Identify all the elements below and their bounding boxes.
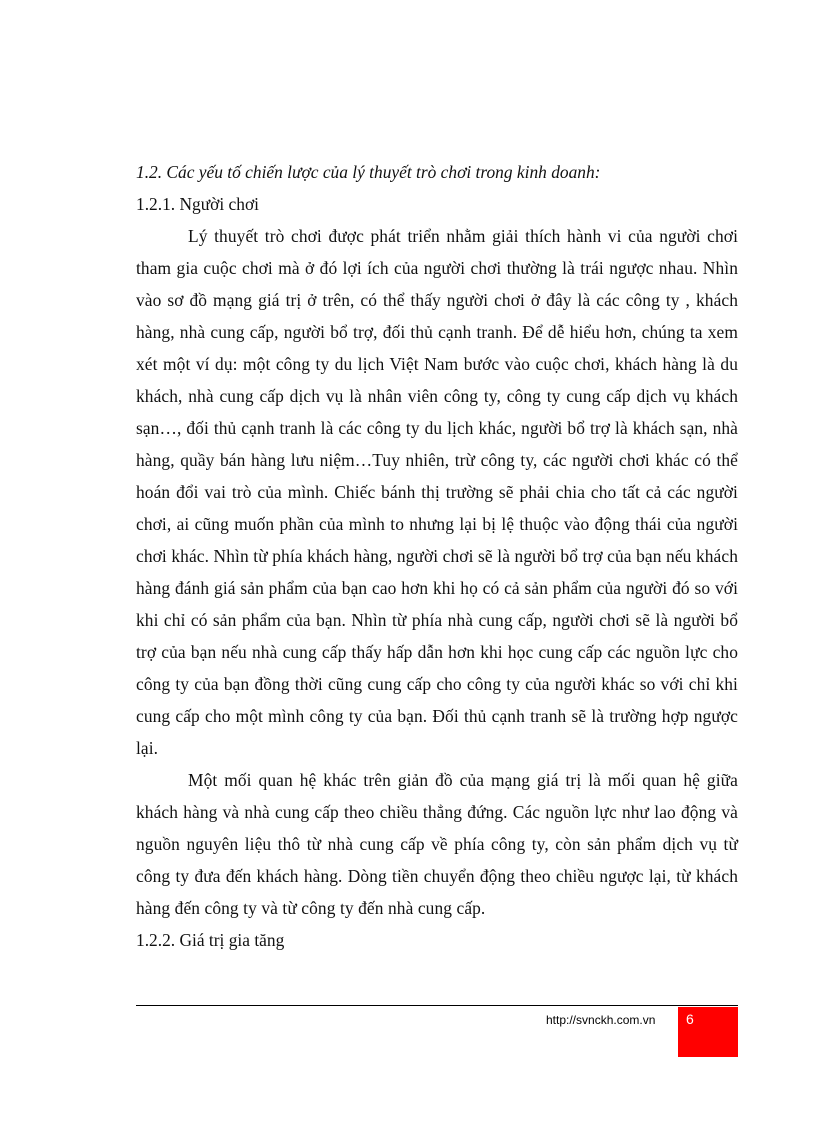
footer-url-link[interactable]: http://svnckh.com.vn bbox=[546, 1013, 656, 1027]
paragraph: Một mối quan hệ khác trên giản đồ của mạng giá trị là mối quan hệ giữa khách hàng và nhà cung cấp theo chiều thẳng đứng. Các nguồn lực như lao động và nguồn nguyên liệu thô từ nhà cung cấp về phía công ty, còn sản phẩm dịch vụ từ công ty đưa đến khách hàng. Dòng tiền chuyển động theo chiều ngược lại, từ khách hàng đến công ty và từ công ty đến nhà cung cấp. bbox=[136, 770, 738, 918]
section-heading: 1.2. Các yếu tố chiến lược của lý thuyết trò chơi trong kinh doanh: bbox=[136, 162, 601, 182]
document-body bbox=[136, 156, 738, 956]
paragraph: Lý thuyết trò chơi được phát triển nhằm giải thích hành vi của người chơi tham gia cuộc chơi mà ở đó lợi ích của người chơi thường là trái ngược nhau. Nhìn vào sơ đồ mạng giá trị ở trên, có thể thấy người chơi ở đây là các công ty , khách hàng, nhà cung cấp, người bổ trợ, đối thủ cạnh tranh. Để dễ hiểu hơn, chúng ta xem xét một ví dụ: một công ty du lịch Việt Nam bước vào cuộc chơi, khách hàng là du khách, nhà cung cấp dịch vụ là nhân viên công ty, công ty cung cấp dịch vụ khách sạn…, đối thủ cạnh tranh là các công ty du lịch khác, người bổ trợ là khách sạn, nhà hàng, quầy bán hàng lưu niệm…Tuy nhiên, trừ công ty, các người chơi khác có thể hoán đổi vai trò của mình. Chiếc bánh thị trường sẽ phải chia cho tất cả các người chơi, ai cũng muốn phần của mình to nhưng lại bị lệ thuộc vào động thái của người chơi khác. Nhìn từ phía khách hàng, người chơi sẽ là người bổ trợ của bạn nếu khách hàng đánh giá sản phẩm của bạn cao hơn khi họ có cả sản phẩm của người đó so với khi chỉ có sản phẩm của bạn. Nhìn từ phía nhà cung cấp, người chơi sẽ là người bổ trợ của bạn nếu nhà cung cấp thấy hấp dẫn hơn khi học cung cấp các nguồn lực cho công ty của bạn đồng thời cũng cung cấp cho công ty của người khác so với chỉ khi cung cấp cho một mình công ty của bạn. Đối thủ cạnh tranh sẽ là trường hợp ngược lại. bbox=[136, 226, 738, 758]
subsection-heading: 1.2.2. Giá trị gia tăng bbox=[136, 930, 285, 950]
subsection-heading: 1.2.1. Người chơi bbox=[136, 194, 259, 214]
page-number-box bbox=[678, 1007, 738, 1057]
footer-divider bbox=[136, 1005, 738, 1006]
page-number: 6 bbox=[686, 1011, 694, 1027]
